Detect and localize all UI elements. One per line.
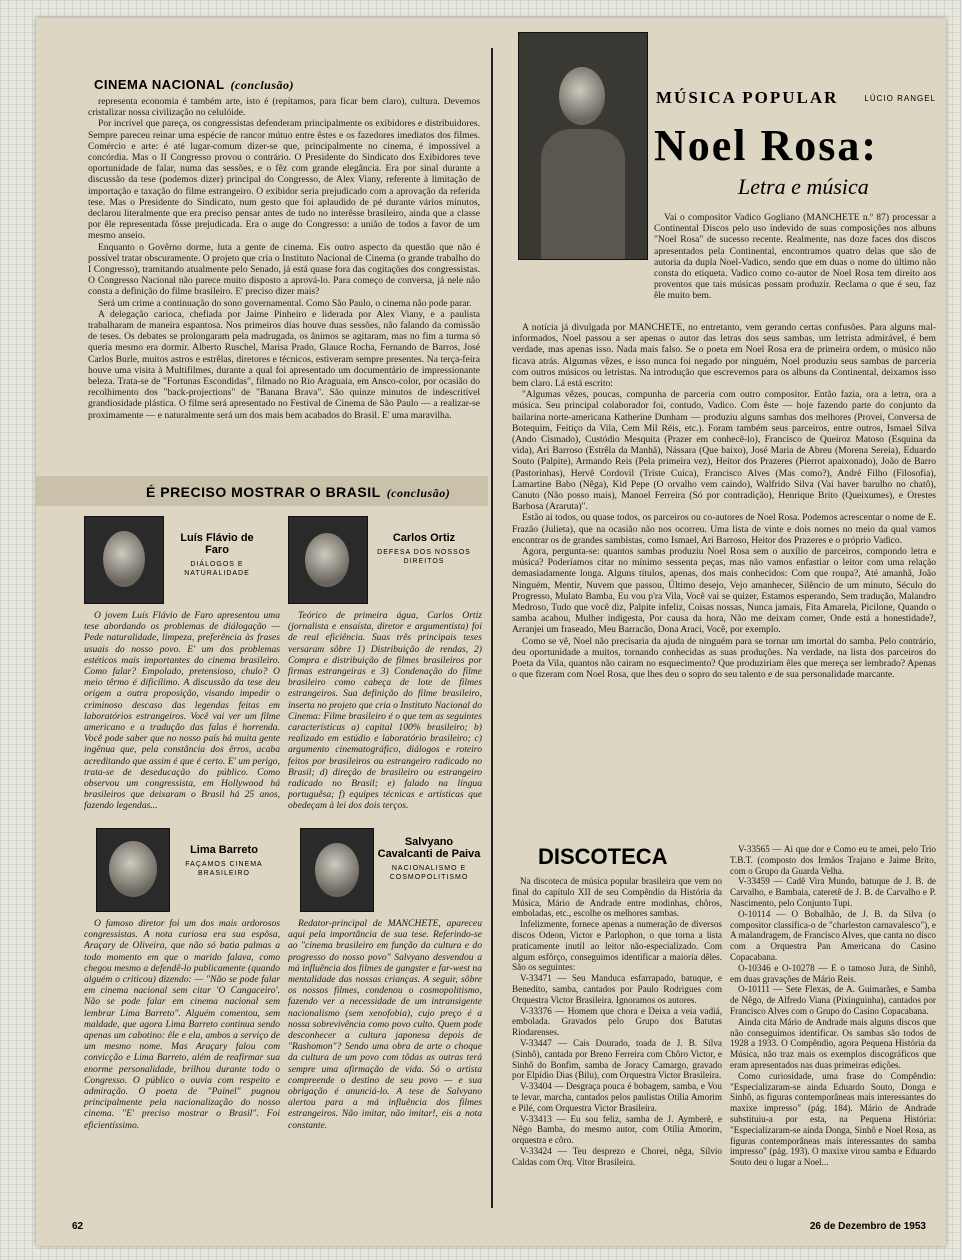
- ortiz-paragraph: Teórico de primeira água, Carlos Ortiz (jornalista e ensaísta, diretor e argumentista) foi de real eficiência. Suas três principais teses versaram sôbre 1) Distribuição de rendas, 2) Compra e distribuição de filmes brasileiros por firmas estrangeiras e 3) Condenação do filme brasileiro como cabeça de lote de filmes estrangeiros. Sua definição do filme brasileiro, inserta no projeto que cria o Instituto Nacional do Cinema: Filme brasileiro é o que tem as seguintes características a) capital 100% brasileiro; b) realizado em estúdio e laboratório brasileiro; c) argumento cinematográfico, diálogos e roteiro feitos por brasileiros ou estrangeiro radicado no Brasil; d) direção de brasileiro ou estrangeiro radicado no Brasil; e) falado na língua portuguêsa; f) equipes técnicas e artísticas que obedeçam à lei dos dois terços.: [288, 610, 482, 812]
- right-column: [498, 18, 946, 1246]
- cinema-paragraph: Enquanto o Govêrno dorme, luta a gente de cinema. Eis outro aspecto da questão que não é possível tratar obscuramente. O projeto que cria o Instituto Nacional de Cinema (o grande trabalho do I Congresso), tramitando atualmente pelo Senado, já está quase fora das cogitações dos congressistas. O Congresso Nacional não parece muito disposto a aprová-lo. Para começo de conversa, já nele não consta a definição do filme brasileiro. E' preciso dizer mais?: [88, 241, 480, 298]
- portrait-faro: [84, 516, 164, 604]
- cinema-paragraph: representa economia é também arte, isto é (repitamos, para ficar bem claro), cultura. Devemos cristalizar nossa civilização no celulóide.: [88, 96, 480, 119]
- portrait-caption-paiva: [376, 836, 482, 882]
- person-name: Salvyano Cavalcanti de Paiva: [377, 836, 481, 860]
- cinema-conclusao: (conclusão): [230, 78, 295, 92]
- faro-text: [84, 610, 280, 812]
- noel-rosa-photo: [518, 32, 648, 260]
- discoteca-col2: [730, 844, 936, 1168]
- portrait-barreto: [96, 828, 170, 912]
- brasil-section-title: É PRECISO MOSTRAR O BRASIL: [146, 484, 381, 500]
- noel-paragraph: "Algumas vêzes, poucas, compunha de parceria com outro compositor. Então fazia, ora a letra, ora a música. Seu principal colaborador foi, contudo, Vadico. Com êste — hoje fazendo parte do conjunto da bailarina norte-americana Katherine Dunham — produziu alguns sambas dos melhores (Provei, Conversa de Botequim, Feitiço da Vila, Cem Mil Réis, etc.). Foram também seus parceiros, entre outros, Ismael Silva (Ando Cismado), Custódio Mesquita (Prazer em conhecê-lo), Francisco de Queiroz Matoso (Esquina da vida), Ari Barroso (Estrêla da Manhã), Nássara (Que baixo), José Maria de Abreu (Morena Sereia), Eduardo Souto (Palpite), Armando Reis (Pela primeira vez), Heitor dos Prazeres (Pierrot apaixonado), João de Barro (Pastorinhas), Hervê Cordovil (Triste Cuíca), Francisco Alves (Mas como?), André Filho (Filosofia), Lamartine Babo (Nêga), Kid Pepe (O orvalho vem caindo), Walfrido Silva (Vai haver barulho no chatô), Canuto (Não posso mais), Manoel Ferreira (Só por contradição), Henrique Brito (Queixumes), e Orestes Barbosa (Araruta)".: [512, 389, 936, 513]
- paiva-text: [288, 918, 482, 1131]
- noel-header: [656, 88, 936, 108]
- disco-entry: Na discoteca de música popular brasileira que vem no final do capítulo XII de seu Compêndio da História da Música, Mário de Andrade entre modinhas, chôros, emboladas, etc., escolhe os melhores sambas.: [512, 876, 722, 919]
- disco-entry: V-33471 — Seu Manduca esfarrapado, batuque, e Benedito, samba, cantados por Paulo Rodrigues com Orquestra Victor Brasileira. Ignoramos os autores.: [512, 973, 722, 1005]
- noel-paragraph: Estão aí todos, ou quase todos, os parceiros ou co-autores de Noel Rosa. Podemos acrescentar o nome de E. Frazão (Julieta), que na ocasião não nos ocorreu. Uma lista de vinte e dois nomes no meio da qual vamos encontrar os de grandes sambistas, como Ismael, Ari Barroso, Heitor dos Prazeres e o próprio Vadico.: [512, 512, 936, 546]
- portrait-caption-barreto: [176, 844, 272, 878]
- cinema-section-title: CINEMA NACIONAL: [94, 77, 225, 92]
- disco-entry: V-33447 — Cais Dourado, toada de J. B. Silva (Sinhô), cantada por Breno Ferreira com Chôro Victor, e Sinhô do Bonfim, samba de Joracy Camargo, gravado por Elpídio Dias (Bilu), com Orquestra Victor Brasileira.: [512, 1037, 722, 1081]
- section-title: MÚSICA POPULAR: [656, 88, 839, 107]
- disco-entry: V-33424 — Teu desprezo e Chorei, nêga, Sílvio Caldas com Orq. Vitor Brasileira.: [512, 1145, 722, 1167]
- disco-entry: Infelizmente, fornece apenas a numeração de diversos discos Odeon, Victor e Parlophon, o que torna a lista praticamente inutil ao leitor não-especializado. Com algum esfôrço, conseguimos identificar a maioria dêles. São os seguintes:: [512, 919, 722, 973]
- paiva-paragraph: Redator-principal de MANCHETE, apareceu aqui pela importância de sua tese. Referindo-se ao "cinema brasileiro em função da cultura e do progresso do nosso povo" Salvyano desvendou a má influência dos filmes de gangster e far-west na mentalidade das nossas crianças. A seguir, sôbre os nossos filmes, condenou o cosmopolitismo, fazendo ver a necessidade de um intransigente nacionalismo (sem xenofobia), cujo preço é a nossa sobrevivência como povo culto. Quem pode desconhecer a cultura japonesa depois de "Rashomon"? Sendo uma obra de arte o choque da cultura de um povo com tôdas as outras terá sempre uma afirmação de vida. Só o artista compreende o destino de seu povo — e sua obrigação é anunciá-lo. A tese de Salvyano alertou para a má influência dos filmes estrangeiros. Não imitar, não imitar!, eis a nota constante.: [288, 918, 482, 1131]
- noel-intro: [654, 212, 936, 302]
- portrait-caption-faro: [172, 532, 262, 578]
- cinema-paragraph: Por incrível que pareça, os congressistas defenderam principalmente os exibidores e distribuidores. Sempre pareceu reinar uma espécie de rancor mútuo entre êstes e os fazedores imediatos dos filmes. Comércio e arte: é até lugar-comum dizer-se que, principalmente no cinema, é impossível a concórdia. Mas o II Congresso provou o contrário. O Presidente do Sindicato dos Exibidores teve oportunidade de falar, numa das sessões, e o fêz com grande elegância. Era por sinal durante a discussão da tese (podemos dizer) principal do Congresso, de Alex Viany, referente à limitação de importação e taxação do filme estrangeiro. O exibidor seria prejudicado com a aprovação da referida tese. Mas o Presidente do Sindicato, num gesto que foi aplaudido de pé durante vários minutos, declarou literalmente que era preciso pensar antes de tudo no interêsse brasileiro, ainda que a classe por êle representada fôsse prejudicada. Era o auge do Congresso: a união de todos a favor de um mesmo anseio.: [88, 118, 480, 242]
- brasil-conclusao: (conclusão): [386, 486, 451, 500]
- person-name: Luís Flávio de Faro: [180, 532, 254, 556]
- disco-entry: V-33565 — Ai que dor e Como eu te amei, pelo Trio T.B.T. (composto dos Irmãos Trajano e Jaime Brito, com o Grupo da Guarda Velha.: [730, 844, 936, 876]
- issue-date: 26 de Dezembro de 1953: [809, 1221, 926, 1232]
- page-number: 62: [72, 1221, 84, 1232]
- person-role: DIÁLOGOS E NATURALIDADE: [184, 561, 250, 577]
- portrait-ortiz: [288, 516, 368, 604]
- person-name: Lima Barreto: [190, 844, 258, 856]
- portrait-paiva: [300, 828, 374, 912]
- faro-paragraph: O jovem Luís Flávio de Faro apresentou uma tese abordando os problemas de diálogação — Pede naturalidade, limpeza, preferência às frases usuais do nosso povo. E' um dos problemas estéticos mais importantes do cinema brasileiro. Como falar? Empolado, pretensioso, chulo? O meio têrmo é dificílimo. A discussão da tese deu origem a outra proposição, visando impedir o criminoso descaso das legendas feitas em laboratórios estrangeiros. Você vai ver um filme americano e a tradução das falas é horrenda. Você pode saber que no nosso país há muita gente ingênua que, pela constância dos êrros, acaba acreditando que assim é que é certo. E' um perigo, trata-se de deseducação do público. Como observou um congressista, em Hollywood há brasileiros que deixaram o Brasil há 25 anos, fazendo legendas...: [84, 610, 280, 812]
- column-divider: [491, 48, 493, 1208]
- disco-entry: O-10114 — O Bobalhão, de J. B. da Silva (o compositor classifica-o de "charleston carnavalesco"), e A malandragem, de Francisco Alves, que canta no disco com a Orquestra Pan Americana do Casino Copacabana.: [730, 908, 936, 962]
- disco-entry: V-33459 — Cadê Vira Mundo, batuque de J. B. de Carvalho, e Bambaia, cateretê de J. B. de Carvalho e P. Nascimento, pelo Conjunto Tupi.: [730, 876, 936, 908]
- disco-entry: V-33413 — Eu sou feliz, samba de J. Aymberê, e Nêgo Bamba, do mesmo autor, com Otília Amorim, orquestra e côro.: [512, 1113, 722, 1146]
- disco-entry: V-33404 — Desgraça pouca é bobagem, samba, e Vou te levar, marcha, cantados pelos paulistas Otília Amorim e Pilé, com Orquestra Victor Brasileira.: [512, 1081, 722, 1113]
- person-role: FAÇAMOS CINEMA BRASILEIRO: [185, 861, 263, 877]
- ortiz-text: [288, 610, 482, 812]
- noel-paragraph: Como se vê, Noel não precisaria da ajuda de ninguém para se tornar um imortal do samba. Pelo contrário, deu oportunidade a muitos, tornando conhecidas as suas produções. Na verdade, na lista dos parceiros do Poeta da Vila, quantos não cairam no esquecimento? Que produziriam êles que mereça ser lembrado? Apenas o que fizeram com Noel Rosa, que lhes deu o sopro do seu talento e de sua personalidade marcante.: [512, 635, 936, 681]
- person-role: NACIONALISMO E COSMOPOLITISMO: [389, 865, 469, 881]
- disco-entry: Ainda cita Mário de Andrade mais alguns discos que não conseguimos identificar. Os sambas são todos de 1928 a 1933. O Compêndio, agora Pequena História da Música, não traz mais os exemplos discográficos que eram apresentados nas duas primeiras edições.: [730, 1016, 936, 1070]
- noel-article: [512, 322, 936, 681]
- disco-entry: O-10346 e O-10278 — E o tamoso Jura, de Sinhô, em duas gravações de Mário Reis.: [730, 962, 936, 984]
- discoteca-col1: [512, 876, 722, 1168]
- disco-entry: Como curiosidade, uma frase do Compêndio: "Especializaram-se ainda Eduardo Souto, Donga e Sinhô, as figuras contemporâneas mais interessantes do maxixe impresso" (pág. 184). Mário de Andrade substituiu-a por esta, na Pequena História: "Especializaram-se ainda Donga, Sinhô e Noel Rosa, as figuras contemporâneas mais interessantes do samba impresso" (pág. 193). O maxixe virou samba e Eduardo Souto deu o lugar a Noel...: [730, 1070, 936, 1168]
- magazine-page: [36, 18, 946, 1246]
- noel-paragraph: Vai o compositor Vadico Gogliano (MANCHETE n.º 87) processar a Continental Discos pelo uso indevido de suas composições nos albuns "Noel Rosa" de sucesso recente. Realmente, nas doze faces dos discos apresentados pela Continental, encontramos quatro delas que são de autoria da dupla Noel-Vadico, sendo que em duas o nome do último não consta do etiqueta. Vadico como co-autor de Noel Rosa tem direito aos proventos que tais músicas possam produzir. Reclama o que é seu, faz êle muito bem.: [654, 212, 936, 302]
- disco-entry: V-33376 — Homem que chora e Deixa a veia vadiá, embolada. Gravados pelo Grupo dos Batutas Riodarenses.: [512, 1005, 722, 1038]
- left-column: [36, 18, 488, 1246]
- cinema-article: [88, 96, 480, 421]
- person-name: Carlos Ortiz: [392, 532, 456, 544]
- disco-entry: O-10111 — Sete Flexas, de A. Guimarães, e Samba de Nêgo, de Alfredo Viana (Pixinguinha), cantados por Francisco Alves com o Grupo do Casino Copacabana.: [730, 984, 936, 1016]
- cinema-header: [94, 76, 474, 94]
- author-byline: LÚCIO RANGEL: [864, 94, 936, 103]
- barreto-paragraph: O famoso diretor foi um dos mais ardorosos congressistas. A nota curiosa era sua espôsa, Araçary de Oliveira, que não só batia palmas a todo momento em que o marido falava, como chegou mesmo a defendê-lo publicamente (quando alguém o criticou) dizendo: — "Não se pode falar em cinema nacional sem citar 'O Cangaceiro'. Não se pode falar em cinema nacional sem lembrar Lima Barreto". Alguém comentou, sem maldade, que agora Lima Barreto continua sendo apenas um cabotino: êle e ela, ambos a serviço de um mesmo nome. Mas Araçary falou com convicção e Lima Barreto, além de reafirmar sua enorme personalidade, brilhou durante todo o Congresso. O público o ouvia com respeito e admiração. O poeta de "Painel" pugnou principalmente pela nacionalização do nosso cinema. "E' preciso mostrar o Brasil". Foi eficientíssimo.: [84, 918, 280, 1131]
- noel-paragraph: A notícia já divulgada por MANCHETE, no entretanto, vem gerando certas confusões. Para alguns mal-informados, Noel passou a ser apenas o autor das letras dos seus sambas, um letrista admirável, é bem verdade, mas apenas isso. Nada mais falso. Se o poeta em Noel Rosa era de primeira ordem, o músico não ficava atrás. Algumas vêzes, e isso nunca foi negado por ninguém, Noel produziu seus sambas de parceria com outros músicos ou letristas. Na introdução que escrevemos para os albuns da Continental, deixamos isso bem claro. Lá está escrito:: [512, 322, 936, 390]
- cinema-paragraph: A delegação carioca, chefiada por Jaime Pinheiro e liderada por Alex Viany, e a paulista trabalharam de maneira espantosa. Nos primeiros dias houve duas sessões, não falando da comissão de teses. Os debates se prolongaram pela madrugada, os ânimos se agitaram, mas no fim a turma só queria mesmo era dormir. Alberto Ruschel, Marisa Prado, Glauce Rocha, Fernando de Barros, José Carlos Burle, muitos astros e estrêlas, diretores e técnicos, estiveram sempre presentes. Na terça-feira houve uma visita à Multifilmes, durante a qual foi apresentado um documentário de impressionante beleza. Trata-se de "Fortunas Escondidas", filmado no Rio Araguaia, em Ansco-color, por ocasião do recolhimento dos "back-projections" de "Banana Brava". São quinze minutos de indescritível grandiosidade plástica. O filme será apresentado no Festival de Cinema de São Paulo — a realizar-se proximamente — e naturalmente será um dos mais bem acabados do Brasil. E' uma maravilha.: [88, 308, 480, 421]
- noel-paragraph: Agora, pergunta-se: quantos sambas produziu Noel Rosa sem o auxílio de parceiros, compondo letra e música? Poderíamos citar no mínimo sessenta peças, mas não vamos enfastiar o leitor com uma relação demasiadamente longa. Alguns títulos, apenas, dos mais conhecidos: Com que roupa?, Até amanhã, João Ninguém, Mentir, Nuvem que passou, Último desejo, Vejo amanhecer, Silêncio de um minuto, Século do Progresso, Mulato Bamba, Eu vou p'ra Vila, Você vai se quizer, Estamos esperando, Sem tradução, Malandro Medroso, Tudo que você diz, Palpite infeliz, Coisas nossas, Nunca jamais, Fita Amarela, Picilone, Quando o samba acabou, Mulher indigesta, Por causa da hora, Não me deixam comer, Onde está a honestidade?, Arranjei um fraseado, Meu Barracão, Dona Araci, Você, por exemplo.: [512, 546, 936, 636]
- portrait-caption-ortiz: [374, 532, 474, 566]
- article-subtitle: Letra e música: [738, 174, 869, 199]
- cinema-paragraph: Será um crime a continuação do sono governamental. Como São Paulo, o cinema não pode parar.: [98, 297, 472, 309]
- discoteca-title: DISCOTECA: [538, 844, 668, 869]
- barreto-text: [84, 918, 280, 1131]
- brasil-header: [146, 484, 476, 502]
- article-title: Noel Rosa:: [654, 121, 879, 170]
- person-role: DEFESA DOS NOSSOS DIREITOS: [377, 549, 471, 565]
